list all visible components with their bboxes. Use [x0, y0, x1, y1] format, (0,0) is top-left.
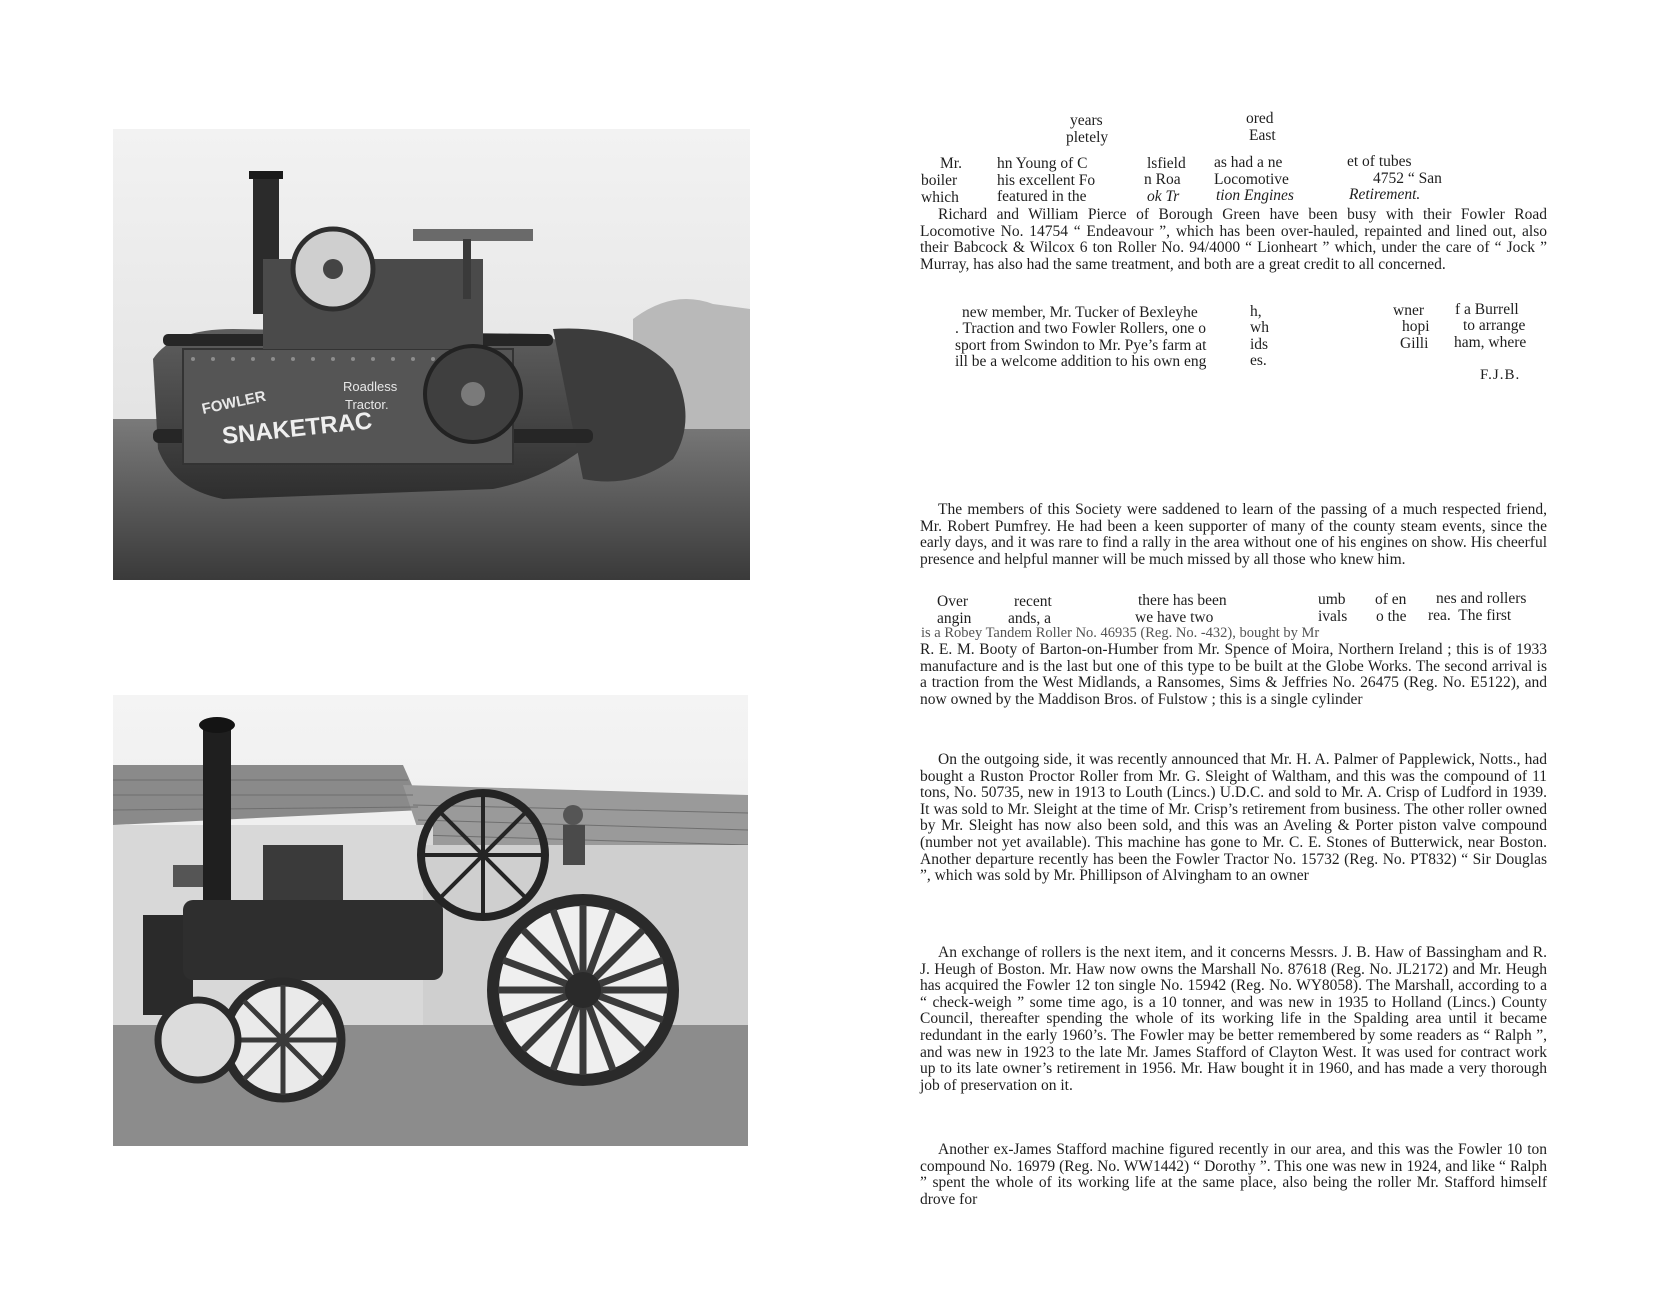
- frag-top-5b: featured in the: [997, 188, 1087, 205]
- frag-top-3d: as had a ne: [1214, 154, 1283, 171]
- frag-arrivals-2e: o the: [1376, 608, 1407, 625]
- frag-top-3e: et of tubes: [1347, 153, 1412, 170]
- paragraph-pumfrey: The members of this Society were saddened to learn of the passing of a much respected friend, Mr. Robert Pumfrey. He had been a keen supporter of many of the county steam events, since the early days, and it was rare to find a rally in the area without one of his engines on show. His cheerful presence and helpful manner will be much missed by all those who knew him.: [920, 501, 1547, 568]
- frag-top-4e: 4752 “ San: [1373, 170, 1442, 187]
- frag-tucker-3a: sport from Swindon to Mr. Pye’s farm at: [955, 337, 1207, 354]
- frag-arrivals-2f: rea. The first: [1428, 607, 1512, 624]
- frag-tucker-1d: f a Burrell: [1455, 301, 1519, 318]
- text-block-pumfrey: [920, 502, 1547, 568]
- text-block-arrivals: [920, 642, 1547, 708]
- frag-arrivals-2a: angin: [937, 610, 972, 627]
- frag-arrivals-1a: Over: [937, 593, 968, 610]
- frag-tucker-1a: new member, Mr. Tucker of Bexleyhe: [962, 304, 1198, 321]
- frag-arrivals-2b: ands, a: [1008, 610, 1052, 627]
- frag-arrivals-1b: recent: [1014, 593, 1052, 610]
- frag-arrivals-1f: nes and rollers: [1436, 590, 1527, 607]
- frag-top-1b: ored: [1246, 110, 1274, 127]
- frag-top-5c: ok Tr: [1147, 188, 1180, 205]
- text-block-exchange: [920, 945, 1547, 1094]
- painted-roadless: Roadless: [343, 379, 398, 394]
- frag-top-3a: Mr.: [940, 155, 962, 172]
- frag-arrivals-1e: of en: [1375, 591, 1407, 608]
- frag-tucker-2d: to arrange: [1463, 317, 1526, 334]
- paragraph-outgoing: On the outgoing side, it was recently announced that Mr. H. A. Palmer of Papplewick, Notts., had bought a Ruston Proctor Roller from Mr. G. Sleight of Waltham, and this was the compound of 11 tons, No. 50735, new in 1913 to Louth (Lincs.) U.D.C. and sold to Mr. A. Crisp of Ludford in 1939. It was sold to Mr. Sleight at the time of Mr. Crisp’s retirement from business. The other roller owned by Mr. Sleight has now also been sold, and this was an Aveling & Porter piston valve compound (number not yet available). This machine has gone to Mr. C. E. Stones of Butterwick, near Boston. Another departure recently has been the Fowler Tractor No. 15732 (Reg. No. PT832) “ Sir Douglas ”, which was sold by Mr. Phillipson of Alvingham to an owner: [920, 751, 1547, 885]
- frag-arrivals-1c: there has been: [1138, 592, 1227, 609]
- frag-tucker-1c: wner: [1393, 302, 1424, 319]
- frag-tucker-3d: ham, where: [1454, 334, 1527, 351]
- frag-top-1a: years: [1070, 112, 1103, 129]
- frag-top-4d: Locomotive: [1214, 171, 1289, 188]
- frag-top-4b: his excellent Fo: [997, 172, 1096, 189]
- painted-tractor: Tractor.: [345, 397, 389, 412]
- frag-top-5d: tion Engines: [1216, 187, 1294, 204]
- frag-tucker-3c: Gilli: [1400, 335, 1429, 352]
- frag-tucker-4b: es.: [1250, 352, 1267, 369]
- paragraph-exchange: An exchange of rollers is the next item, and it concerns Messrs. J. B. Haw of Bassingham and R. J. Heugh of Boston. Mr. Haw now owns the Marshall No. 87618 (Reg. No. JL2172) and Mr. Heugh has acquired the Fowler 12 ton single No. 15942 (Reg. No. WY8058). The Marshall, according to a “ check-weigh ” some time ago, is a 10 tonner, and was new in 1935 to Holland (Lincs.) County Council, thereafter spending the whole of its working life in the Spalding area until it became redundant in the early 1960’s. The Fowler may be better remembered by some readers as “ Ralph ”, and was new in 1923 to the late Mr. James Stafford of Clayton West. It was used for contract work up to its late owner’s retirement in 1956. Mr. Haw bought it in 1960, and has made a very thorough job of preservation on it.: [920, 944, 1547, 1094]
- frag-arrivals-2c: we have two: [1135, 609, 1214, 626]
- paragraph-dorothy: Another ex-James Stafford machine figured recently in our area, and this was the Fowler 10 ton compound No. 16979 (Reg. No. WW1442) “ Dorothy ”. This one was new in 1924, and like “ Ralph ” spent the whole of its working life at the same place, also being the roller Mr. Stafford himself drove for: [920, 1141, 1547, 1208]
- frag-arrivals-2d: ivals: [1318, 608, 1348, 625]
- frag-arrivals-3: is a Robey Tandem Roller No. 46935 (Reg. No. -432), bought by Mr: [921, 625, 1320, 641]
- paragraph-arrivals-cont: R. E. M. Booty of Barton-on-Humber from Mr. Spence of Moira, Northern Ireland ; this is of 1933 manufacture and is the last but one of this type to be built at the Globe Works. The second arrival is a traction from the West Midlands, a Ransomes, Sims & Jeffries No. 26475 (Reg. No. E5122), and now owned by the Maddison Bros. of Fulstow ; this is a single cylinder: [920, 641, 1547, 708]
- paragraph-pierce: Richard and William Pierce of Borough Green have been busy with their Fowler Road Locomotive No. 14754 “ Endeavour ”, which has been over-hauled, repainted and lined out, also their Babcock & Wilcox 6 ton Roller No. 94/4000 “ Lionheart ” which, under the care of “ Jock ” Murray, has also had the same treatment, and both are a great credit to all concerned.: [920, 206, 1547, 273]
- frag-top-4c: n Roa: [1144, 171, 1181, 188]
- frag-tucker-3b: ids: [1250, 336, 1269, 353]
- frag-arrivals-1d: umb: [1318, 591, 1346, 608]
- frag-top-3c: lsfield: [1147, 155, 1186, 172]
- author-signature: F.J.B.: [1480, 367, 1521, 383]
- text-block-dorothy: [920, 1142, 1547, 1208]
- frag-tucker-2b: wh: [1250, 319, 1269, 336]
- text-block-outgoing: [920, 752, 1547, 885]
- frag-tucker-4a: ill be a welcome addition to his own eng: [955, 353, 1207, 370]
- frag-top-3b: hn Young of C: [997, 155, 1088, 172]
- text-block-pierce: [920, 207, 1547, 273]
- frag-tucker-1b: h,: [1250, 303, 1262, 320]
- frag-top-2a: pletely: [1066, 129, 1109, 146]
- painted-fowler: FOWLER: [200, 387, 268, 418]
- frag-top-2b: East: [1249, 127, 1276, 144]
- frag-tucker-2a: . Traction and two Fowler Rollers, one o: [955, 320, 1206, 337]
- frag-top-5e: Retirement.: [1349, 186, 1421, 203]
- photo-traction-engine: [113, 695, 748, 1146]
- painted-snaketrac: SNAKETRAC: [220, 407, 374, 450]
- frag-top-5a: which: [921, 189, 959, 206]
- frag-top-4a: boiler: [921, 172, 958, 189]
- photo-fowler-snaketrac: [113, 129, 750, 580]
- frag-tucker-2c: hopi: [1402, 318, 1430, 335]
